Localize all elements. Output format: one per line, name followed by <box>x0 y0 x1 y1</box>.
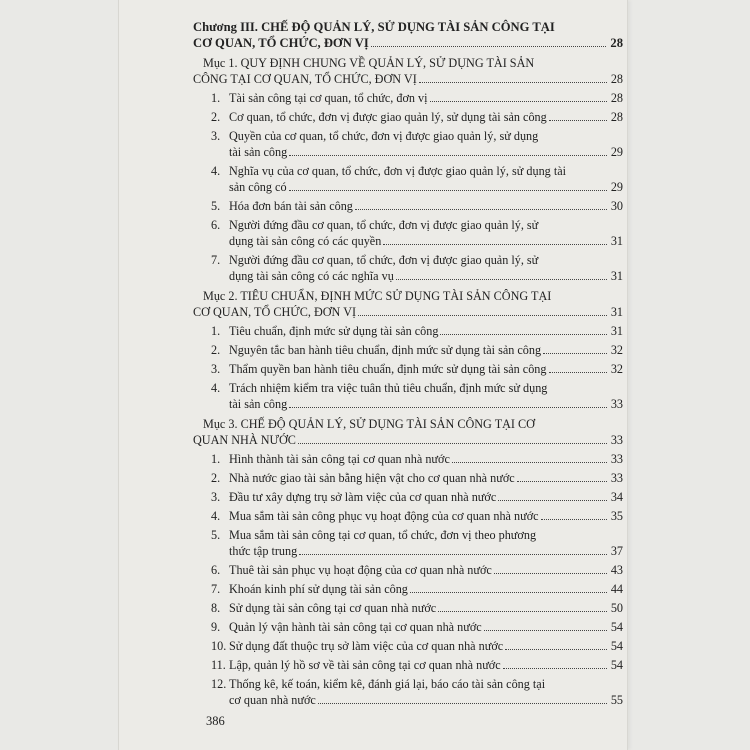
toc-item[interactable] <box>193 657 623 673</box>
leader-dots <box>318 692 607 704</box>
toc-entry-text: tài sản công <box>229 145 288 159</box>
toc-page-number: 29 <box>610 180 623 194</box>
leader-dots <box>298 432 607 444</box>
toc-entry-text: dụng tài sản công có các nghĩa vụ <box>229 269 394 283</box>
toc-entry-text: Mục 1. QUY ĐỊNH CHUNG VỀ QUẢN LÝ, SỬ DỤNG TÀI SẢN <box>203 56 535 70</box>
toc-item-number: 1. <box>211 91 221 105</box>
toc-entry-text: Nghĩa vụ của cơ quan, tổ chức, đơn vị được giao quản lý, sử dụng tài <box>229 164 566 178</box>
toc-entry-text: Người đứng đầu cơ quan, tổ chức, đơn vị được giao quản lý, sử <box>229 218 539 232</box>
leader-dots <box>484 619 607 631</box>
toc-page-number: 44 <box>610 582 623 596</box>
toc-entry-text: CƠ QUAN, TỔ CHỨC, ĐƠN VỊ <box>193 36 369 50</box>
leader-dots <box>289 144 607 156</box>
leader-dots <box>289 396 607 408</box>
toc-page-number: 54 <box>610 620 623 634</box>
toc-page-number: 33 <box>610 433 623 447</box>
toc-page-number: 28 <box>610 91 623 105</box>
toc-entry-text: Nguyên tắc ban hành tiêu chuẩn, định mức sử dụng tài sản công <box>229 343 542 357</box>
toc-page-number: 31 <box>610 305 623 319</box>
leader-dots <box>440 323 606 335</box>
leader-dots <box>438 600 607 612</box>
leader-dots <box>410 581 607 593</box>
table-of-contents <box>193 19 623 708</box>
toc-item-number: 1. <box>211 324 221 338</box>
toc-page-number: 32 <box>610 362 623 376</box>
page-number: 386 <box>206 714 225 728</box>
toc-item-number: 3. <box>211 129 221 143</box>
toc-item[interactable] <box>193 380 623 412</box>
toc-item-number: 2. <box>211 343 221 357</box>
book-page <box>118 0 628 750</box>
toc-page-number: 54 <box>610 639 623 653</box>
toc-page-number: 35 <box>610 509 623 523</box>
toc-chapter[interactable] <box>193 19 623 51</box>
toc-item-number: 3. <box>211 362 221 376</box>
toc-page-number: 31 <box>610 234 623 248</box>
toc-item-number: 5. <box>211 199 221 213</box>
toc-page-number: 28 <box>610 110 623 124</box>
toc-entry-text: Hóa đơn bán tài sản công <box>229 199 353 213</box>
toc-entry-text: Mua sắm tài sản công tại cơ quan, tổ chức, đơn vị theo phương <box>229 528 537 542</box>
toc-entry-text: Khoán kinh phí sử dụng tài sản công <box>229 582 408 596</box>
toc-item[interactable] <box>193 128 623 160</box>
toc-page-number: 32 <box>610 343 623 357</box>
toc-item-number: 6. <box>211 563 221 577</box>
toc-page-number: 43 <box>610 563 623 577</box>
toc-entry-text: Đầu tư xây dựng trụ sở làm việc của cơ quan nhà nước <box>229 490 497 504</box>
toc-entry-text: thức tập trung <box>229 544 298 558</box>
toc-page-number: 30 <box>610 199 623 213</box>
toc-page-number: 29 <box>610 145 623 159</box>
leader-dots <box>505 638 607 650</box>
toc-page-number: 37 <box>610 544 623 558</box>
toc-item-number: 11. <box>211 658 226 672</box>
toc-item[interactable] <box>193 252 623 284</box>
toc-entry-text: Thẩm quyền ban hành tiêu chuẩn, định mức sử dụng tài sản công <box>229 362 547 376</box>
toc-item[interactable] <box>193 109 623 125</box>
leader-dots <box>355 198 607 210</box>
toc-item[interactable] <box>193 676 623 708</box>
leader-dots <box>299 543 607 555</box>
toc-item-number: 4. <box>211 381 221 395</box>
toc-section[interactable] <box>193 288 623 320</box>
toc-item[interactable] <box>193 217 623 249</box>
toc-entry-text: Hình thành tài sản công tại cơ quan nhà nước <box>229 452 450 466</box>
toc-item[interactable] <box>193 361 623 377</box>
toc-item[interactable] <box>193 527 623 559</box>
toc-item[interactable] <box>193 342 623 358</box>
toc-item-number: 12. <box>211 677 227 691</box>
toc-item[interactable] <box>193 198 623 214</box>
leader-dots <box>549 361 607 373</box>
leader-dots <box>383 233 607 245</box>
toc-entry-text: Chương III. CHẾ ĐỘ QUẢN LÝ, SỬ DỤNG TÀI SẢN CÔNG TẠI <box>193 20 555 34</box>
leader-dots <box>396 268 607 280</box>
toc-entry-text: tài sản công <box>229 397 288 411</box>
leader-dots <box>541 508 607 520</box>
leader-dots <box>452 451 607 463</box>
toc-entry-text: Tài sản công tại cơ quan, tổ chức, đơn vị <box>229 91 428 105</box>
toc-entry-text: Mục 2. TIÊU CHUẨN, ĐỊNH MỨC SỬ DỤNG TÀI SẢN CÔNG TẠI <box>203 289 552 303</box>
leader-dots <box>498 489 607 501</box>
toc-page-number: 33 <box>610 471 623 485</box>
toc-item[interactable] <box>193 619 623 635</box>
leader-dots <box>371 35 607 47</box>
toc-item-number: 5. <box>211 528 221 542</box>
leader-dots <box>289 179 607 191</box>
leader-dots <box>503 657 607 669</box>
toc-page-number: 50 <box>610 601 623 615</box>
toc-entry-text: CƠ QUAN, TỔ CHỨC, ĐƠN VỊ <box>193 305 357 319</box>
toc-entry-text: Tiêu chuẩn, định mức sử dụng tài sản công <box>229 324 439 338</box>
toc-page-number: 28 <box>610 72 623 86</box>
toc-entry-text: Mua sắm tài sản công phục vụ hoạt động của cơ quan nhà nước <box>229 509 539 523</box>
toc-item[interactable] <box>193 163 623 195</box>
toc-item[interactable] <box>193 323 623 339</box>
toc-item-number: 6. <box>211 218 221 232</box>
toc-entry-text: dụng tài sản công có các quyền <box>229 234 382 248</box>
toc-item-number: 2. <box>211 471 221 485</box>
toc-item[interactable] <box>193 581 623 597</box>
toc-item-number: 8. <box>211 601 221 615</box>
toc-page-number: 28 <box>610 36 623 50</box>
leader-dots <box>543 342 607 354</box>
toc-entry-text: Thuê tài sản phục vụ hoạt động của cơ quan nhà nước <box>229 563 492 577</box>
toc-page-number: 31 <box>610 324 623 338</box>
toc-item-number: 1. <box>211 452 221 466</box>
toc-item-number: 4. <box>211 164 221 178</box>
leader-dots <box>549 109 607 121</box>
toc-entry-text: QUAN NHÀ NƯỚC <box>193 433 296 447</box>
leader-dots <box>494 562 607 574</box>
toc-item-number: 9. <box>211 620 221 634</box>
toc-entry-text: Nhà nước giao tài sản bằng hiện vật cho cơ quan nhà nước <box>229 471 515 485</box>
toc-page-number: 31 <box>610 269 623 283</box>
toc-item[interactable] <box>193 508 623 524</box>
toc-entry-text: Sử dụng tài sản công tại cơ quan nhà nước <box>229 601 437 615</box>
toc-item-number: 10. <box>211 639 227 653</box>
toc-entry-text: sản công có <box>229 180 287 194</box>
toc-entry-text: Thống kê, kế toán, kiểm kê, đánh giá lại, báo cáo tài sản công tại <box>229 677 546 691</box>
toc-entry-text: Mục 3. CHẾ ĐỘ QUẢN LÝ, SỬ DỤNG TÀI SẢN CÔNG TẠI CƠ <box>203 417 535 431</box>
toc-item-number: 3. <box>211 490 221 504</box>
leader-dots <box>430 90 607 102</box>
toc-item[interactable] <box>193 451 623 467</box>
toc-item-number: 2. <box>211 110 221 124</box>
toc-entry-text: Người đứng đầu cơ quan, tổ chức, đơn vị được giao quản lý, sử <box>229 253 539 267</box>
toc-entry-text: Lập, quản lý hồ sơ về tài sản công tại cơ quan nhà nước <box>229 658 501 672</box>
toc-entry-text: Quyền của cơ quan, tổ chức, đơn vị được giao quản lý, sử dụng <box>229 129 539 143</box>
leader-dots <box>358 304 607 316</box>
toc-item[interactable] <box>193 638 623 654</box>
toc-page-number: 54 <box>610 658 623 672</box>
leader-dots <box>419 71 607 83</box>
leader-dots <box>517 470 607 482</box>
toc-page-number: 33 <box>610 452 623 466</box>
toc-item[interactable] <box>193 600 623 616</box>
toc-entry-text: Trách nhiệm kiểm tra việc tuân thủ tiêu chuẩn, định mức sử dụng <box>229 381 548 395</box>
toc-section[interactable] <box>193 416 623 448</box>
toc-item[interactable] <box>193 489 623 505</box>
toc-entry-text: Quản lý vận hành tài sản công tại cơ quan nhà nước <box>229 620 482 634</box>
toc-item-number: 7. <box>211 582 221 596</box>
toc-item-number: 7. <box>211 253 221 267</box>
toc-item[interactable] <box>193 562 623 578</box>
toc-item-number: 4. <box>211 509 221 523</box>
toc-entry-text: CÔNG TẠI CƠ QUAN, TỔ CHỨC, ĐƠN VỊ <box>193 72 417 86</box>
toc-entry-text: cơ quan nhà nước <box>229 693 316 707</box>
toc-entry-text: Sử dụng đất thuộc trụ sở làm việc của cơ quan nhà nước <box>229 639 504 653</box>
toc-page-number: 55 <box>610 693 623 707</box>
toc-item[interactable] <box>193 470 623 486</box>
toc-section[interactable] <box>193 55 623 87</box>
toc-page-number: 33 <box>610 397 623 411</box>
toc-entry-text: Cơ quan, tổ chức, đơn vị được giao quản lý, sử dụng tài sản công <box>229 110 547 124</box>
toc-item[interactable] <box>193 90 623 106</box>
toc-page-number: 34 <box>610 490 623 504</box>
